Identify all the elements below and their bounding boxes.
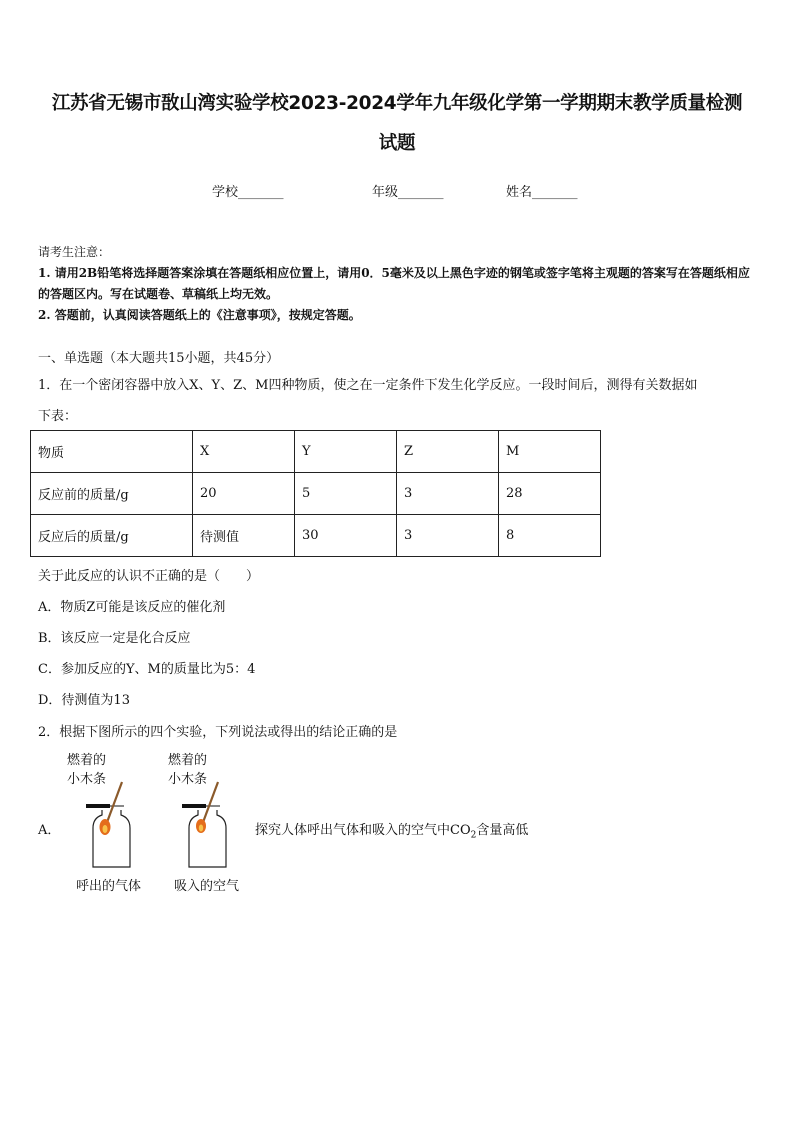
table-cell: 28 [499,473,601,515]
table-cell: X [193,431,295,473]
q1-prompt: 关于此反应的认识不正确的是（ ） [38,569,260,584]
table-cell: 反应后的质量/g [31,515,193,557]
q2-option-a-text[interactable] [255,819,528,841]
table-cell: 8 [499,515,601,557]
table-cell: Y [295,431,397,473]
table-cell: 30 [295,515,397,557]
q1-stem-line2: 下表： [38,409,78,424]
q2-stem: 2．根据下图所示的四个实验，下列说法或得出的结论正确的是 [38,725,398,740]
grade-field[interactable]: 年级_______ [372,185,444,200]
table-cell: 5 [295,473,397,515]
section-heading: 一、单选题（本大题共15小题，共45分） [38,351,280,366]
glass-plate-icon [182,804,206,808]
notice-block [38,242,760,326]
fig-label-right-top-2: 小木条 [168,772,208,787]
table-row [31,515,601,557]
wood-splint-icon [106,782,122,825]
name-field[interactable]: 姓名_______ [506,185,578,200]
table-cell: Z [397,431,499,473]
exam-title-line2: 试题 [378,133,416,154]
table-row [31,431,601,473]
exam-title-line1: 江苏省无锡市敔山湾实验学校2023-2024学年九年级化学第一学期期末教学质量检测 [51,93,743,114]
glass-plate-icon [86,804,110,808]
notice-item-1: 1. 请用2B铅笔将选择题答案涂填在答题纸相应位置上，请用0．5毫米及以上黑色字迹的钢笔或签字笔将主观题的答案写在答题纸相应的答题区内。写在试题卷、草稿纸上均无效。 [38,266,750,301]
right-gas-bottle [182,782,226,867]
fig-label-inhaled-air: 吸入的空气 [174,879,240,894]
table-cell: 20 [193,473,295,515]
table-cell: 3 [397,515,499,557]
fig-label-left-top-1: 燃着的 [67,753,107,768]
left-gas-bottle [86,782,130,867]
fig-label-exhaled-gas: 呼出的气体 [76,879,142,894]
q2-option-a-text-pre: 探究人体呼出气体和吸入的空气中CO [255,823,471,838]
table-cell: 待测值 [193,515,295,557]
q1-option-d[interactable]: D．待测值为13 [38,693,130,708]
q2-option-a-text-post: 含量高低 [476,823,529,838]
table-cell: 反应前的质量/g [31,473,193,515]
q1-option-b[interactable]: B．该反应一定是化合反应 [38,631,191,646]
notice-heading: 请考生注意： [38,245,111,259]
q1-stem-line1: 1．在一个密闭容器中放入X、Y、Z、M四种物质，使之在一定条件下发生化学反应。一段时间后，测得有关数据如 [38,378,698,393]
notice-item-2: 2. 答题前，认真阅读答题纸上的《注意事项》，按规定答题。 [38,308,361,322]
table-cell: 3 [397,473,499,515]
fig-label-left-top-2: 小木条 [67,772,107,787]
q1-option-a[interactable]: A．物质Z可能是该反应的催化剂 [38,600,226,615]
q1-option-c[interactable]: C．参加反应的Y、M的质量比为5：4 [38,662,256,677]
q1-data-table [30,430,601,557]
table-row [31,473,601,515]
q2-option-a-subscript: 2 [470,830,477,841]
q2-option-a-letter[interactable]: A． [38,823,61,838]
table-cell: M [499,431,601,473]
fig-label-right-top-1: 燃着的 [168,753,208,768]
student-info-row [0,181,794,201]
table-cell: 物质 [31,431,193,473]
q2-option-a-figure [60,752,280,897]
school-field[interactable]: 学校_______ [212,185,284,200]
